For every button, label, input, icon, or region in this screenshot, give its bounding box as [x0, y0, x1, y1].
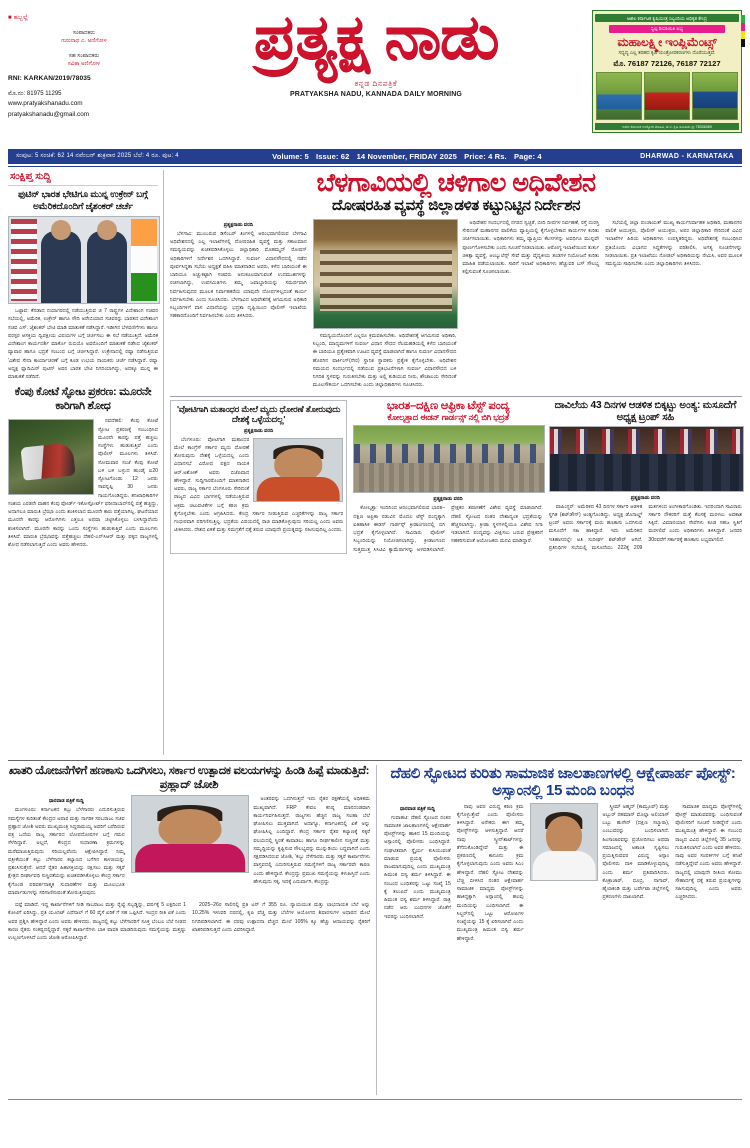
leader-figure-right	[87, 231, 127, 303]
lead-story-body	[170, 219, 742, 392]
sidebar-story-1[interactable]	[8, 189, 158, 381]
sidebar-story-1-body	[8, 307, 158, 381]
bottom-right-paragraph-4: ಸಾಮಾಜಿಕ ಮಾಧ್ಯಮ ಪೋಸ್ಟ್‌ಗಳಲ್ಲಿ ಪೋಸ್ಟ್ ಮಾಡುವವರನ್ನು ಬಂಧಿಸುವಂತೆ ಪೊಲೀಸರಿಗೆ ಸೂಚನೆ ನೀಡಿದ್ದೇನೆ ಎಂದು ಮುಖ್ಯಮಂತ್ರಿ ಹೇಳಿದ್ದಾರೆ. ಈ ಸಂಬಂಧ ರಾಜ್ಯದ ವಿವಿಧ ಜಿಲ್ಲೆಗಳಲ್ಲಿ 35 ಜನರನ್ನು ಗುರುತಿಸಲಾಗಿದೆ ಎಂದು ಅವರ ಹೇಳಿದರು. ನಾವು ಅವರ ಸಂಪರ್ಕಗಳ ಬಗ್ಗೆ ತನಿಖೆ ನಡೆಸುತ್ತಿದ್ದೇವೆ ಎಂದು ಅವರು ಹೇಳಿದ್ದಾರೆ. ರಾಜ್ಯದಲ್ಲಿ ಯಾವುದೇ ರೀತಿಯ ಕೋಮು ಸೌಹಾರ್ದಕ್ಕೆ ಧಕ್ಕೆ ತರುವ ಪ್ರಯತ್ನಗಳನ್ನು ಸಹಿಸುವುದಿಲ್ಲ ಎಂದು ಅವರು ಎಚ್ಚರಿಸಿದರು.	[675, 803, 742, 901]
ad-top-banner: ಅಖಿಲ ಕರ್ನಾಟಕ ಕೃಷಿಯಂತ್ರ ಸಿಬ್ಬಂದಿಯ ಅಧಿಕೃತ ಕೇಂದ್ರ	[595, 14, 739, 22]
lead-paragraph-1: ಬೆಳಗಾವಿ: ಮುಂಬರುವ ಡಿಸೆಂಬರ್ ತಿಂಗಳಲ್ಲಿ ಆರಂಭವಾಗಲಿರುವ ಬೆಳಗಾವಿ ಅಧಿವೇಶನದಲ್ಲಿ ಎಲ್ಲ ಇಲಾಖೆಗಳಲ್ಲಿ ದೋಷರಹಿತ ವ್ಯವಸ್ಥೆ ಮತ್ತು ಸಕಾಲಮಾನ ಸಮನ್ವಯವನ್ನು ಖಚಿತಪಡಿಸಿಕೊಳ್ಳಲು ಜಿಲ್ಲಾಧಿಕಾರಿ ಮೊಹಮ್ಮದ್ ರೋಷನ್ ಅಧಿಕಾರಿಗಳಿಗೆ ನಿರ್ದೇಶನ ಒದಗಿಸಿದ್ದಾರೆ. ಸುವರ್ಣ ವಿಧಾನಸೌಧದಲ್ಲಿ ನಡೆದ ಪೂರ್ವಸಿದ್ಧತಾ ಸಭೆಯ ಅಧ್ಯಕ್ಷತೆ ವಹಿಸಿ ಮಾತನಾಡಿದ ಅವರು, ಕಳೆದ ಬಾರಿಯಂತೆ ಈ ಬಾರಿಯೂ ಅಚ್ಚುಕಟ್ಟಾಗಿ ಸಚಿವರು ಅನುಕೂಲವಾಗುವಂತೆ ಉದಮುಖಿಗಳನ್ನು ರಚಿಸಲಾಗಿದ್ದು, ಉಪಸಮಿತಿಗಳು ತಮ್ಮ ಜವಾಬ್ದಾರಿಯನ್ನು ಸಮರ್ಥವಾಗಿ ನಿರ್ವಹಿಸುವುದರ ಮೂಲಕ ನಿರ್ವಾಹಕರೆಯ ಯಾವುದೇ ದೋಷಗಳಿಲ್ಲದಂತೆ ಕಾರ್ಯ ನಿರ್ವಹಿಸಬೇಕು ಎಂದು ಸೂಚಿಸಿದರು. ಬೆಳಗಾವಿದ ಅಧಿವೇಶನಕ್ಕೆ ಆಗಮಿಸುವ ಅಧಿಕಾರಿ ಸಿಬ್ಬಂದಿಗಳಿಗೆ ವಾಸ ವಿಧಾನೆಯನ್ನು ಭದ್ರತಾ ದೃಷ್ಟಿಯಿಂದ ಪೊಲೀಸ್ ಇಲಾಖೆಯ ಸಹಕಾರದೊಂದಿಗೆ ನಿರ್ವಹಿಸಬೇಕು ಎಂದು ತಿಳಿಸಿದರು.	[170, 230, 307, 320]
lead-subheadline: ದೋಷರಹಿತ ವ್ಯವಸ್ಥೆ ಜಿಲ್ಲಾಡಳಿತ ಕಟ್ಟುನಿಟ್ಟಿನ ನಿರ್ದೇಶನ	[331, 197, 581, 215]
bottom-left-headline: ಖಾತರಿ ಯೋಜನೆಗೆಳಿಗೆ ಹಣಕಾಸು ಒದಗಿಸಲು, ಸರ್ಕಾರ ಉತ್ಪಾದಕ ವಲಯಗಳನ್ನು ಹಿಂಡಿ ಹಿಪ್ಪೆ ಮಾಡುತ್ತಿದೆ: ಪ್ರಹ್ಲಾದ್ ಜೋಶಿ	[8, 765, 370, 791]
editor-role-1: ಸಂಪಾದಕರು	[73, 30, 95, 37]
mid-story-package	[170, 400, 742, 554]
bottom-right-paragraph-2: ನಾವು ಅವರ ವಿರುದ್ಧ ಕಠಿಣ ಕ್ರಮ ಕೈಗೊಳ್ಳುತ್ತೇವೆ ಎಂದು ಪೊಲೀಸರು ತಿಳಿಸಿದ್ದಾರೆ. ಅನೇಕರು ಈಗ ತಮ್ಮ ಪೋಸ್ಟ್‌ಗಳನ್ನು ಅಳಿಸುತ್ತಿದ್ದಾರೆ. ಆದರೆ ನಾವು ಸ್ಕ್ರೀನ್‌ಶಾಟ್‌ಗಳನ್ನು ತೆಗೆದುಕೊಂಡಿದ್ದೇವೆ ಮತ್ತು ಈ ಪ್ರಕರಣದಲ್ಲಿ ಕಾನೂನು ಕ್ರಮ ಕೈಗೊಳ್ಳಲಾಗುವುದು ಎಂದು ಅವರು ಸಿಎಂ ಹೇಳಿದ್ದಾರೆ. ದೆಹಲಿ ಸ್ಫೋಟ ದೇಶವನ್ನು ಬೆಚ್ಚಿ ಬೀಳಿಸಿದ ನಂತರ ಆಕ್ಷೇಪಾರ್ಹ ಸಾಮಾಜಿಕ ಮಾಧ್ಯಮ ಪೋಸ್ಟ್‌ಗಳನ್ನು ಹಾಕಿದ್ದಕ್ಕಾಗಿ ಅಸ್ಸಾಂನಲ್ಲಿ ಹಲವು ಮಂದಿಯನ್ನು ಬಂಧಿಸಲಾಗಿದೆ. ಈ ಸಿಲ್ಚರ್‌ನಲ್ಲಿ ಒಟ್ಟು ಆರೋಪಿಗಳ ಸಂಖ್ಯೆಯನ್ನು 15 ಕ್ಕೆ ಏರಿಸಲಾಗಿದೆ ಎಂದು ಮುಖ್ಯಮಂತ್ರಿ ಹಿಮಂತ ಬಿಸ್ವ ಶರ್ಮ ಹೇಳಿದ್ದಾರೆ.	[456, 803, 524, 942]
bottom-left-text-4	[192, 901, 370, 934]
masthead-left-info	[8, 6, 160, 121]
info-issue: Issue: 62	[315, 152, 350, 161]
contact-email[interactable]: pratyakshanadu@gmail.com	[8, 111, 90, 118]
stadium-security-police-photo	[353, 425, 545, 493]
joshi-face	[159, 809, 222, 849]
mid-story-1-text: ಬೆಂಗಳೂರು: ವೋಟಿಗಾಗಿ ಮತಾಂಧರ ಮೇಲೆ ಕಾಂಗ್ರೆಸ್ ಸರ್ಕಾರ ಮ್ಯದು ಧೋರಣೆ ತೋರುವುದು ದೇಶಕ್ಕೆ ಒಳ್ಳೆಯದಲ್ಲ ಎಂದು ವಿಧಾನಸಭೆ ವಿರೋಧ ಪಕ್ಷದ ನಾಯಕ ಆರ್.ಅಶೋಕ್ ಅವರು ಬಿಜೆಪಿವಾದ ಹೇಳಿದ್ದಾರೆ. ಸುದ್ದಿಗಾರರೊಂದಿಗೆ ಮಾತನಾಡಿದ ಅವರು, ರಾಜ್ಯ ಸರ್ಕಾರ ಬೆಂಗಳೂರು ಸೇರಿದಂತೆ ರಾಜ್ಯದ ವಿವಿಧ ಭಾಗಗಳಲ್ಲಿ ನಡೆಯುತ್ತಿರುವ ಅಕ್ರಮ ಚಟುವಟಿಕೆಗಳ ಬಗ್ಗೆ ಕಠಿಣ ಕ್ರಮ ಕೈಗೊಳ್ಳಬೇಕು ಎಂದು ಆಗ್ರಹಿಸಿದರು. ಕೇಂದ್ರ ಸರ್ಕಾರ ನೀಡುತ್ತಿರುವ ಎಚ್ಚರಿಕೆಗಳನ್ನು ರಾಜ್ಯ ಸರ್ಕಾರ ಗಂಭೀರವಾಗಿ ಪರಿಗಣಿಸುತ್ತಿಲ್ಲ. ಭದ್ರತೆಯ ವಿಷಯದಲ್ಲಿ ರಾಜಿ ಮಾಡಿಕೊಳ್ಳುವುದು ಸರಿಯಲ್ಲ ಎಂದು ಅವರು ಟೀಕಿಸಿದರು. ದೇಶದ ಏಕತೆ ಮತ್ತು ಸಮಗ್ರತೆಗೆ ಧಕ್ಕೆ ತರುವ ಯಾವುದೇ ಪ್ರಯತ್ನವನ್ನು ಸಹಿಸುವುದಿಲ್ಲ ಎಂದರು.	[174, 436, 344, 534]
bottom-left-text-2	[253, 795, 370, 886]
damaged-car-photo	[8, 419, 94, 495]
masthead-advertisement[interactable]	[592, 10, 742, 133]
bottom-left-text-3	[8, 901, 186, 942]
bottom-left-col-1	[8, 795, 125, 899]
bottom-right-col-5	[675, 803, 742, 945]
contact-website[interactable]: www.pratyakshanadu.com	[8, 100, 83, 108]
mid-story-3-body	[549, 503, 742, 553]
masthead-center	[160, 3, 592, 98]
bottom-left-col-4	[8, 901, 186, 944]
brief-news-sidebar	[8, 170, 164, 755]
bottom-right-col-1	[384, 803, 451, 945]
bottom-left-paragraph-3: ಬಿಪ್ಪೆ ಮಾಡಿದೆ. ಇದ್ದ ಕಾರ್ಖಾನೆಗಳಿಗೆ ನೀಡಿ ಸಾಬರಾಜು ಮತ್ತು ರೈಲ್ವೆ ಸಬ್ಬಡ್ಡಿನ್ನು, ವರ್ಷಕ್ಕೆ 5 ಲಕ್ಷದಿಂದ 1 ಕೋಟಿಗೆ ಏರಿಸಿದ್ದು, ಪ್ರತಿ ಯೂನಿಟ್ ಎಥೆನಾಲ್ ಗೆ 60 ಪೈಸೆ ಏರಿಕೆ ಗೆ ಸಹ ಒಪ್ಪಿಸಿದೆ. ಇಂದ್ರನ ರೀತಿ ಏಕೆ ಎಂದು ಅವರ ಪ್ರಶ್ನಿಸಿ ಹೇಳಿದ್ದಾರೆ ಎಂದು ಅವರು ಹೇಳಿದರು. ರಾಜ್ಯದಲ್ಲಿ ಕಬ್ಬು ಬೆಳೆಗಾರರಿಗೆ ಸೂಕ್ತ ಬೆಂಬಲ ಬೆಲೆ ನೀಡದ ಕಾರಣ ರೈತರು ಸಂಕಷ್ಟದಲ್ಲಿದ್ದಾರೆ. ಸಕ್ಕರೆ ಕಾರ್ಖಾನೆಗಳು ಬಾಕಿ ಪಾವತಿ ಮಾಡದಿರುವುದು ಸಮಸ್ಯೆಯನ್ನು ಮತ್ತಷ್ಟು ಉಲ್ಬಣಗೊಳಿಸಿದೆ ಎಂದು ಜೋಶಿ ಆರೋಪಿಸಿದ್ದಾರೆ.	[8, 902, 186, 942]
lead-headline: ಬೆಳಗಾವಿಯಲ್ಲಿ ಚಳಿಗಾಲ ಅಧಿವೇಶನ	[316, 169, 596, 197]
masthead-bullet	[8, 14, 160, 22]
sidebar-story-2[interactable]	[8, 386, 158, 549]
portrait-face	[275, 448, 323, 480]
info-page: Page: 4	[513, 152, 542, 161]
bottom-left-col-5	[192, 901, 370, 944]
bottom-left-paragraph-1: ಮಂಗಳೂರು: ಕರ್ನಾಟಕದ ಕಬ್ಬು ಬೆಳೆಗಾರರು ಎದುರಿಸುತ್ತಿರುವ ಸಮಸ್ಯೆಗಳ ಕುರಿತಂತೆ ಕೇಂದ್ರದ ಅಪಾರ ಮತ್ತು ನಾಗರಿಕ ಸರಬರಾಜು ಸಚಿವ ಪ್ರಹ್ಲಾದ ಜೋಶಿ ಅವರು ಮುಖ್ಯಮಂತ್ರಿ ಸಿದ್ದರಾಮಯ್ಯ ಅವರಿಗೆ ಬರೆದಿರುವ ಪತ್ರ ಒದೆಯ ರಾಜ್ಯ ಸರ್ಕಾರದ ಲೋಪದೋಷಗಳ ಬಗ್ಗೆ ಗಮನ ಸೆಳೆದಿದ್ದಾರೆ. ಅಲ್ಲದೆ, ಕೇಂದ್ರದ ಸುಧಾರಣಾ ಕ್ರಮಗಳನ್ನು ಮರೆಮಾಚುತ್ತಿರುವುದು ಸರಿಯಲ್ಲವೆಂದು ಆಕ್ಷೇಪಿಸಿದ್ದಾರೆ. ನಿಮ್ಮ ಪತ್ರೀಕೆಯಂತೆ ಕಬ್ಬು ಬೆಳೆಗಾರರ ಕಲ್ಯಾಣದ ಬಗೆಗಿನ ಕಾಳಜಿಯನ್ನು ಪ್ರಶಂಸಿಸುತ್ತೇನೆ. ಆದರೆ ರೈತರ ಹಿತಾಸಕ್ತಿಯನ್ನು ರಕ್ಷಿಸಲು ಮತ್ತು ಸಕ್ಕರೆ ಕ್ಷೇತ್ರದ ದೀರ್ಘಾವಧಿ ಸುಸ್ಥಿರತೆಯನ್ನು ಖಚಿತಪಡಿಸಿಕೊಳ್ಳಲು ಕೇಂದ್ರ ಸರ್ಕಾರ ಕೈಗೊಂಡ ಪರಿವರ್ತನಾತ್ಮಕ ಸುಧಾರಣೆಗಳ ಮತ್ತು ಮೂಲಭೂತ ಮಾರ್ಪಾಡುಗಳನ್ನು ಸರಿಗಾಣಿಸುವಂತೆ ತೋರುತ್ತಿರುವುದು	[8, 807, 125, 896]
bullet-label: ಹಬ್ಬಲ್ಲೆ	[13, 15, 29, 21]
bottom-left-byline: ಧಾರವಾಡ ಪತ್ರಿಕೆ ಸುದ್ದಿ	[48, 798, 84, 805]
lead-text-2	[313, 332, 457, 390]
lead-column-4	[605, 219, 742, 392]
mid-section-rule	[170, 396, 742, 397]
ad-description: ಸಧ್ಯದ್ಯ ಎಲ್ಲ ತರಹದ ಕೃಷಿ ಯಂತ್ರೋಪಕರಣಗಳು ದೊರೆಯುತ್ತವೆ.	[618, 51, 716, 57]
bottom-section-rule	[8, 760, 742, 761]
bottom-left-col-2	[131, 795, 248, 899]
bottom-story-right[interactable]	[384, 765, 742, 1095]
bottom-story-left[interactable]	[8, 765, 377, 1095]
newspaper-title: ಪ್ರತ್ಯಕ್ಷ ನಾಡು	[253, 3, 499, 72]
lead-paragraph-4: ಸಭೆಯಲ್ಲಿ ಜಿಲ್ಲಾ ಪಂಚಾಯತ್ ಮುಖ್ಯ ಕಾರ್ಯನಿರ್ವಾಹಕ ಅಧಿಕಾರಿ, ಮಹಾನಗರ ಪಾಲಿಕೆ ಆಯುಕ್ತರು, ಪೊಲೀಸ್ ಆಯುಕ್ತರು, ಅಪರ ಜಿಲ್ಲಾಧಿಕಾರಿ ಸೇರಿದಂತೆ ವಿವಿಧ ಇಲಾಖೆಗಳ ಹಿರಿಯ ಅಧಿಕಾರಿಗಳು ಉಪಸ್ಥಿತರಿದ್ದರು. ಅಧಿವೇಶನಕ್ಕೆ ಸಂಬಂಧಿಸಿದ ಪ್ರತಿಯೊಂದು ವಿಭಾಗದ ಸಿದ್ಧತೆಗಳನ್ನು ಪರಿಶೀಲಿಸಿ, ಅಗತ್ಯ ಸೂಚನೆಗಳನ್ನು ನೀಡಲಾಯಿತು. ಪ್ರತಿ ಇಲಾಖೆಯು ನೋಡಲ್ ಅಧಿಕಾರಿಯನ್ನು ನೇಮಿಸಿ, ಅವರ ಮೂಲಕ ಸಮನ್ವಯ ಸಾಧಿಸಬೇಕು ಎಂದು ಜಿಲ್ಲಾಧಿಕಾರಿಗಳು ತಿಳಿಸಿದರು.	[605, 219, 743, 268]
police-line	[354, 444, 544, 464]
brief-news-rule	[8, 185, 158, 186]
mid-story-1-body	[174, 436, 343, 535]
ad-box[interactable]	[592, 10, 742, 133]
mid-story-2-body	[353, 504, 543, 554]
bottom-right-headline: ದೆಹಲಿ ಸ್ಫೋಟದ ಕುರಿತು ಸಾಮಾಜಿಕ ಜಾಲತಾಣಗಳಲ್ಲಿ ಆಕ್ಷೇಪಾರ್ಹ ಪೋಸ್ಟ್: ಅಸ್ಸಾಂನಲ್ಲಿ 15 ಮಂದಿ ಬಂಧನ	[390, 765, 736, 800]
bottom-right-text-1	[384, 814, 451, 921]
himanta-biswa-sarma-portrait-photo	[530, 803, 599, 881]
contact-phone: ಮೊ.ನಂ: 81975 11295	[8, 90, 62, 97]
sarma-face	[546, 816, 582, 856]
mid-story-2-text: ಕೋಲ್ಕತ್ತಾ: ಇಂದಿನಿಂದ ಆರಂಭವಾಗಲಿರುವ ಭಾರತ–ದಕ್ಷಿಣ ಆಫ್ರಿಕಾ ನಡುವಿನ ಮೊದಲ ಟೆಸ್ಟ್ ಪಂದ್ಯಕ್ಕಾಗಿ ಐತಿಹಾಸಿಕ ಈಡನ್ ಗಾರ್ಡನ್ಸ್ ಕ್ರೀಡಾಂಗಣದಲ್ಲಿ ಬಿಗಿ ಭದ್ರತೆ ಕೈಗೊಳ್ಳಲಾಗಿದೆ. ಸಾವಿರಾರು ಪೊಲೀಸ್ ಸಿಬ್ಬಂದಿಯನ್ನು ನಿಯೋಜಿಸಲಾಗಿದ್ದು, ಕ್ರೀಡಾಂಗಣದ ಸುತ್ತಮುತ್ತ ಸಿಸಿಟಿವಿ ಕ್ಯಾಮೆರಾಗಳನ್ನು ಅಳವಡಿಸಲಾಗಿದೆ. ಪ್ರೇಕ್ಷಕರ ತಪಾಸಣೆಗೆ ವಿಶೇಷ ವ್ಯವಸ್ಥೆ ಮಾಡಲಾಗಿದೆ. ದೆಹಲಿ ಸ್ಫೋಟದ ನಂತರ ದೇಶಾದ್ಯಂತ ಭದ್ರತೆಯನ್ನು ಹೆಚ್ಚಿಸಲಾಗಿದ್ದು, ಕ್ರೀಡಾ ಸ್ಥಳಗಳಲ್ಲಿಯೂ ವಿಶೇಷ ನಿಗಾ ಇಡಲಾಗಿದೆ. ಪಂದ್ಯವನ್ನು ವೀಕ್ಷಿಸಲು ಬರುವ ಪ್ರೇಕ್ಷಕರಿಗೆ ಸಹಕರಿಸುವಂತೆ ಆಯೋಜಕರು ಮನವಿ ಮಾಡಿದ್ದಾರೆ.	[353, 505, 543, 553]
bottom-left-text-1	[8, 806, 125, 897]
officials-row	[550, 454, 743, 491]
sidebar-story-2-headline: ಕೆಂಪು ಕೋಟೆ ಸ್ಫೋಟ ಪ್ರಕರಣ: ಮೂರನೇ ಕಾರಿಗಾಗಿ ಶೋಧ	[14, 386, 152, 412]
ad-product-images	[595, 72, 739, 120]
bottom-right-text-3	[602, 803, 669, 902]
mid-story-1[interactable]	[170, 400, 347, 554]
info-kannada: ಸಂಪುಟ: 5 ಸಂಚಿಕೆ: 62 14 ನವೆಂಬರ್ ಶುಕ್ರವಾರ 2025 ಬೆಲೆ: 4 ರೂ. ಪುಟ: 4	[16, 153, 179, 159]
sidebar-story-1-text: ಒಟ್ಟಾವ: ಕೆನಡಾದ ನಯಾಗರದಲ್ಲಿ ನಡೆಯುತ್ತಿರುವ ಜಿ 7 ರಾಷ್ಟ್ರಗಳ ವಿದೇಶಾಂಗ ಸಚಿವರ ಸಭೆಯಲ್ಲಿ, ಅಮೆರಿಕ, ಉಕ್ರೇನ್ ಹಾಗೂ ಸೌದಿ ಅರೇಬಿಯಾದ ಸಚಿವರನ್ನು ಭಾರತದ ವಿದೇಶಾಂಗ ಸಚಿವ ಎಸ್. ಜೈಶಂಕರ್ ಭೇಟಿ ಮಾಡಿ ಮಾತುಕತೆ ನಡೆಸಿದ್ದಾರೆ. ಇಡೀಗಿನ ಬೆಳವಣಿಗೆಗಳು ಹಾಗೂ ಪರಸ್ಪರ ಆಸಕ್ತಿಯ ದ್ವಿಪಕ್ಷೀಯ ವಿಷಯಗಳ ಬಗ್ಗೆ ಚರ್ಚಿಸಲು ಈ ಸಭೆ ನಡೆಯುತ್ತಿದೆ. ಅಮೆರಿಕ ವಿದೇಶಾಂಗ ಕಾರ್ಯದರ್ಶಿ ಮಾರ್ಕೊ ರುಬಿಯೊ ಅವರೊಂದಿಗೆ ಮಾತುಕತೆ ನಡೆಸಿದ ಜೈಶಂಕರ್ ವ್ಯಾಪಾರ ಹಾಗೂ ಭದ್ರತೆ ಸಂಬಂಧ ಬಗ್ಗೆ ಚರ್ಚಿಸಿದ್ದಾರೆ. ಉಕ್ರೇನಾದಲ್ಲಿ ರಷ್ಯಾ ನಡೆಸುತ್ತಿರುವ 'ವಿಶೇಷ ಸೇನಾ ಕಾರ್ಯಾಚರಣೆ' ಬಗ್ಗೆ ಕೂಡ ಉಭಯ ನಾಯಕರು ಚರ್ಚೆ ನಡೆಸಿದ್ದಾರೆ. ರಷ್ಯಾ ಅಧ್ಯಕ್ಷ ವ್ಲಾದಿಮಿರ್ ಪುಟಿನ್ ಅವರ ಭಾರತ ಭೇಟಿ ನಿಗದಿಯಾಗಿದ್ದು, ಅದಕ್ಕೂ ಮುನ್ನ ಈ ಮಾತುಕತೆ ನಡೆದಿದೆ.	[8, 308, 158, 381]
mid-story-3-byline: ಪ್ರತ್ಯಕ್ಷನಾಡು ವರದಿ	[630, 494, 661, 501]
lead-paragraph-3: ಅಧಿವೇಶನ ಸಂದರ್ಭದಲ್ಲಿ ನಗರದ ಸ್ವಚ್ಛತೆ, ಬೀದಿ ದೀಪಗಳ ನಿರ್ವಹಣೆ, ರಸ್ತೆ ದುರಸ್ತಿ ಸೇರಿದಂತೆ ಮಹಾನಗರ ಪಾಲಿಕೆಯ ವ್ಯಾಪ್ತಿಯಲ್ಲಿ ಕೈಗೊಳ್ಳಬೇಕಾದ ಕಾರ್ಯಗಳ ಕುರಿತು ಚರ್ಚಿಸಲಾಯಿತು. ಅಧಿಕಾರಿಗಳು ತಮ್ಮ ವ್ಯಾಪ್ತಿಯ ಕೆಲಸಗಳನ್ನು ಅವಧಿಗೂ ಮುನ್ನವೇ ಪೂರ್ಣಗೊಳಿಸಬೇಕು ಎಂದು ಸೂಚನೆ ನೀಡಲಾಯಿತು. ಆರೋಗ್ಯ ಇಲಾಖೆಯಿಂದ ತುರ್ತು ಚಿಕಿತ್ಸಾ ವ್ಯವಸ್ಥೆ, ಆಂಬ್ಯುಲೆನ್ಸ್ ಸೇವೆ ಮತ್ತು ವೈದ್ಯಕೀಯ ತಂಡಗಳ ನಿಯೋಜನೆ ಕುರಿತು ಮಾಹಿತಿ ಪಡೆಯಲಾಯಿತು. ಸಾರಿಗೆ ಇಲಾಖೆ ಅಧಿಕಾರಿಗಳು ಹೆಚ್ಚುವರಿ ಬಸ್ ಸೌಲಭ್ಯ ಕಲ್ಪಿಸುವಂತೆ ಸೂಚಿಸಲಾಯಿತು.	[462, 219, 600, 276]
bottom-left-paragraph-4: 2025–26ರ ಸಾಲಿನಲ್ಲಿ ಪ್ರತಿ ಟನ್ ಗೆ 355 ರೂ. ನ್ಯಾಯಯುತ ಮತ್ತು ಲಾಭದಾಯಕ ಬೆಲೆ ಅನ್ನು 10.25% ಇಳುವರಿ ದರದಲ್ಲಿ, ಕೃಷಿ ವೆಚ್ಚ ಮತ್ತು ಬೆಲೆಗಳ ಆಯೋಗದ ಶಿಫಾರಸುಗಳ ಅಧಾರದ ಮೇಲೆ ನಿಗದಿಪಡಿಸಲಾಗಿದೆ. ಈ ದರವು ಉತ್ಪಾದನಾ ವೆಚ್ಚದ ಮೇಲೆ 105% ಕ್ಕೂ ಹೆಚ್ಚು ಆದಾಯವನ್ನು ರೈತರಿಗೆ ಖಾತರಿಪಡಿಸುತ್ತದೆ ಎಂದು ವಿವರಿಸಿದ್ದಾರೆ.	[192, 902, 370, 933]
lead-column-3	[462, 219, 599, 392]
mid-story-3-text: ವಾಷಿಂಗ್ಟನ್: ಅಮೆರಿಕದ 43 ದಿನಗಳ ಸರ್ಕಾರಿ ಆಡಳಿತ ಸ್ಥಗಿತ (ಶಟ್‌ಡೌನ್) ಅಂತ್ಯಗೊಂಡಿದ್ದು, ಅಧ್ಯಕ್ಷ ಡೊನಾಲ್ಡ್ ಟ್ರಂಪ್ ಅವರು ಸರ್ಕಾರಕ್ಕೆ ಮರು ಹಣಕಾಸು ಒದಗಿಸುವ ಮಸೂದೆಗೆ ಸಹಿ ಹಾಕಿದ್ದಾರೆ. ಇದು ಅಮೆರಿಕದ ಇತಿಹಾಸದಲ್ಲೇ ಅತಿ ಸುದೀರ್ಘ ಶಟ್‌ಡೌನ್ ಆಗಿದೆ. ಪ್ರತಿನಿಧಿಗಳ ಸಭೆಯಲ್ಲಿ ಮಸೂದೆಯು 222ಕ್ಕೆ 209 ಮತಗಳಿಂದ ಅಂಗೀಕಾರಗೊಂಡಿತು. ಇದರಿಂದಾಗಿ ಸಾವಿರಾರು ಸರ್ಕಾರಿ ನೌಕರರಿಗೆ ಮತ್ತೆ ಕೆಲಸಕ್ಕೆ ಮರಳಲು ಅವಕಾಶ ಸಿಕ್ಕಿದೆ. ವಿಮಾನಯಾನ ಸೇವೆಗಳು ಕೂಡ ಸಹಜ ಸ್ಥಿತಿಗೆ ಮರಳಲಿವೆ ಎಂದು ಅಧಿಕಾರಿಗಳು ತಿಳಿಸಿದ್ದಾರೆ. ಜನವರಿ 30ರವರೆಗೆ ಸರ್ಕಾರಕ್ಕೆ ಹಣಕಾಸು ಲಭ್ಯವಾಗಲಿದೆ.	[548, 503, 742, 551]
mid-story-2-byline: ಪ್ರತ್ಯಕ್ಷನಾಡು ವರದಿ	[433, 496, 463, 503]
two-leaders-flags-photo	[8, 216, 160, 304]
info-english-group	[272, 152, 547, 161]
sidebar-story-2-body	[8, 417, 158, 549]
sarma-torso	[533, 851, 596, 880]
bottom-right-col-3	[530, 803, 597, 945]
info-volume: Volume: 5	[272, 152, 309, 161]
leader-figure-left	[41, 231, 81, 303]
bottom-right-text-2	[457, 803, 524, 943]
ad-offer-banner: ಸ್ವಲ್ಪ ರಿಯಾಯಿತಿ ಲಭ್ಯ	[609, 25, 725, 33]
bottom-left-col-3	[253, 795, 370, 899]
bottom-story-package	[8, 765, 742, 1095]
ad-plough-image	[596, 72, 642, 120]
lead-column-2	[313, 219, 457, 392]
editor-name-2: ಸವಿತಾ ಅಣಿಗೋಳ	[67, 61, 101, 68]
lead-column-1	[170, 219, 307, 392]
info-region: DHARWAD - KARNATAKA	[640, 153, 734, 160]
masthead	[8, 3, 742, 146]
ad-phone-numbers[interactable]: ಮೊ. 76187 72126, 76187 72127	[613, 59, 721, 69]
mid-story-3-headline: ದಾವಿಲೆಯ 43 ದಿನಗಳ ಆಡಳಿತ ಬಿಕ್ಕಟ್ಟು ಅಂತ್ಯ: ಮಸೂದೆಗೆ ಅಧ್ಯಕ್ಷ ಟ್ರಂಪ್ ಸಹಿ	[554, 399, 737, 423]
portrait-torso	[257, 477, 340, 501]
ad-business-name: ಮಹಾಲಕ್ಷ್ಮೀ ಇಂಪ್ಲಿಮೆಂಟ್ಸ್	[617, 35, 717, 50]
publication-info-bar	[8, 149, 742, 164]
bottom-right-columns	[384, 803, 742, 945]
page-footer-rule	[8, 1099, 742, 1100]
ad-trailer-image	[692, 72, 738, 120]
print-color-registration-bar	[741, 15, 745, 47]
lead-text-1	[170, 230, 307, 321]
ad-bottom-banner: ಅಖಿಲ ಕರ್ನಾಟಕ ಉದ್ಯೋಗ ಮಾಹಿತಿ, ಹೆ ನ. ಕೃಷಿ ಸಮಿತಿಯ ಪ್ರ: 78336369	[595, 123, 739, 130]
editor-role-2: ಸಹ ಸಂಪಾದಕರು	[68, 52, 100, 59]
mid-story-3[interactable]	[549, 400, 742, 554]
bottom-right-text-4	[675, 803, 742, 902]
bottom-right-paragraph-1: ಗುವಾಹಟಿ: ದೆಹಲಿ ಸ್ಫೋಟದ ನಂತರ ಸಾಮಾಜಿಕ ಜಾಲತಾಣಗಳಲ್ಲಿ ಆಕ್ಷೇಪಾರ್ಹ ಪೋಸ್ಟ್‌ಗಳನ್ನು ಹಾಕಿದ 15 ಮಂದಿಯನ್ನು ಅಸ್ಸಾಂನಲ್ಲಿ ಪೊಲೀಸರು ಬಂಧಿಸಿದ್ದಾರೆ. ಸಂಘಟಿತವಾಗಿ ಸ್ಥೈರ್ಯ ಕುಸಿಯುವಂತೆ ಮಾಡುವ ಪ್ರಯತ್ನ ಪೊಲೀಸರು ರಾಜಮಾಗುವುದಿಲ್ಲ ಎಂದು ಮುಖ್ಯಮಂತ್ರಿ ಹಿಮಂತ ಬಿಸ್ವ ಶರ್ಮ ತಿಳಿಸಿದ್ದಾರೆ. ಈ ಸಂಬಂಧ ಬಂಧಿತರನ್ನು ಒಟ್ಟು ಸಂಖ್ಯೆ 15 ಕ್ಕೆ ತಲುಪಿದೆ ಎಂದು ಮುಖ್ಯಮಂತ್ರಿ ಹಿಮಂತ ಬಿಸ್ವ ಶರ್ಮ ತಿಳಿಸಿದ್ದಾರೆ. ರಾತ್ರಿ ನಡೆದ ಆರು ಬಂಧನಗಳ ಜೊತೆಗೆ ಇವರನ್ನು ಬಂಧಿಸಲಾಗಿದೆ.	[384, 814, 451, 920]
mid-story-1-byline: ಪ್ರತ್ಯಕ್ಷನಾಡು ವರದಿ	[244, 427, 274, 434]
bottom-left-lower-columns	[8, 901, 370, 944]
pralhad-joshi-portrait-photo	[131, 795, 250, 873]
bottom-left-paragraph-2: ಅಂತರವನ್ನು ಒದಗಿಸುತ್ತದೆ ಇದು ರೈತರ ರಕ್ಷಣೆಯಲ್ಲಿ ಅಧಿಕತಮ ಮುಖ್ಯವಾಗಿದೆ. FRP ಕೇವಲ ಕನಿಷ್ಠ ಮಾನದಂಡವಾಗಿ ಕಾರ್ಯನಿರ್ವಹಿಸುತ್ತದೆ. ರಾಜ್ಯಗಳು ಹೆಚ್ಚಿನ ರಾಜ್ಯ ಸಲಹಾ ಬೆಲೆ ಘೋಷಿಸಲು ಮುಕ್ತವಾಗಿದೆ. ಅದಾಗ್ಯೂ, ಕರ್ನಾಟಕದಲ್ಲಿ ಏಕೆ ಅನ್ನು ಘೋಷಿಸಿಲ್ಲ ಎಂದಿದ್ದಾರೆ. ಕೇಂದ್ರ ಸರ್ಕಾರ ರೈತರ ಕಲ್ಯಾಣಕ್ಕೆ ಸಕ್ಕರೆ ವಲಯದಲ್ಲಿ ಸ್ಥಿರತೆ ಕಾಪಾಡಲು ಹಾಗೂ ದೀರ್ಘಕಾಲೀನ ಸುಸ್ಥಿರತೆ ಮತ್ತು ಸಮೃದ್ಧಿಯನ್ನು ಕೃಷ್ಟಿಸುವ ಸೌಲಭ್ಯವನ್ನು ಮುನ್ನುಡಿಯು ಬದ್ಧವಾಗಿದೆ ಎಂದು ಸಕ್ಷಪಡಿಸಿದರುವ ಜೋಶಿ, 'ಕಬ್ಬು ದೆಳೆಗಾರರು ಮತ್ತು ಸಕ್ಕರೆ ಕಾರ್ಖಾನೆಗಳು ವಾಸ್ತವದಲ್ಲಿ ಎದುರಿಸುತ್ತಿರುವ ಸಮಸ್ಯೆಗಳಿಗೆ ರಾಜ್ಯ ಸರ್ಕಾರವೇ ಕಾರಣ ಎಂದು ಹೇಳಿದ್ದಾರೆ. ಕೇಂದ್ರದ್ದು ಪ್ರಮುಖ ಸಮಸ್ಯೆಯನ್ನು ಕಳುಹಿಸ್ತಿದೆ ಎಂದು ಹೇಳುವುದು ಸಕ್ಕ, ಇದಕ್ಕೆ ಎದುರ್ವಾಗಿ, ಕೇಂದ್ರದ್ದು	[253, 796, 371, 885]
bottom-right-col-2	[457, 803, 524, 945]
sidebar-story-2-text: ನವದೆಹಲಿ: ಕೆಂಪು ಕೋಟೆ ಸ್ಫೋಟ ಪ್ರಕರಣಕ್ಕೆ ಸಂಬಂಧಿಸಿದ ಮೂರನೇ ಕಾರನ್ನು ಪತ್ತೆ ಹಚ್ಚಲು ಸಂಸ್ಥೆಗಳು ಹುಡುಕುತ್ತಿವೆ ಎಂದು ಪೊಲೀಸ್ ಮೂಲಗಳು ತಿಳಿಸಿವೆ. ಸೋಮವಾರ ಸಂಜೆ ಕೆಂಪು ಕೋಟೆ ಬಳಿ ಬಳಿ ಬಳ್ಳುದ ಹುಂಡೈ ಐ20 ಸ್ಫೋಟಗೊಂಡು 12 ಜನರು ಸಾವನ್ನಪ್ಪಿ 30 ಜನರು ಗಾಯಗೊಂಡಿದ್ದರು. ತನಿಖಾಧಿಕಾರಿಗಳ ಸಂಶಯ ಎರಡನೇ ವಾಹನ ಕೆಂಪು ಫೋರ್ಡ್ ಇಕೋಸ್ಪೋರ್ಟ್ ಫರೀದಾಬಾದ್‌ನಲ್ಲಿ ಪತ್ತೆ ಹಚ್ಚಿದ್ದು, ಅದಾಗಲೂ ಮಾರುತಿ ಬ್ರೆಝಾ ಎಂದು ಶಂಕಿಸಲಾದ ಮೂರನೇ ಕಾರು ಪತ್ತೆಯಾಗಿಲ್ಲ. ಘಟನೆಯಾದ ಮೂರನೇ ಕಾರನ್ನು ಆರೋಗಿಗಳು ಎತ್ತಲೂ ಅಥವಾ ಚಟ್ಟಿಸಿಕೊಳ್ಳಲು ಬಳಸಿದ್ದಾರೆಂದು ಶಂಕಿಸಲಾಗಿದೆ. ಮೂರನೇ ಕಾರನ್ನು ಒಂದು ಸಂಸ್ಥೆಗಳು ಹುಡುಕುತ್ತಿವೆ ಎಂದು ಮೂಲಗಳು ತಿಳಿಸಿವೆ. ಮಾರುತಿ ಬ್ರೆಝಾವನ್ನು ಪತ್ತೆಹಚ್ಚಲು ದೆಹಲಿ-ಎನ್‌ಸಿಆರ್ ಮತ್ತು ಪಕ್ಕದ ರಾಜ್ಯಗಳಲ್ಲಿ ಶೋಧ ನಡೆಸಲಾಗುತ್ತಿದೆ ಎಂದು ಅವರು ಹೇಳಿದರು.	[8, 418, 158, 548]
info-date: 14 November, FRIDAY 2025	[356, 152, 457, 161]
editor-name-1: ಗುರುನಾಥ ಎ. ಅಣಿಗೋಳ	[61, 38, 107, 45]
brief-news-title: ಸಂಕ್ಷಿಪ್ತ ಸುದ್ದಿ	[10, 171, 51, 182]
lead-story[interactable]	[170, 170, 742, 392]
lead-text-4	[605, 219, 742, 269]
trump-bill-signing-photo	[549, 426, 744, 492]
rni-number: RNI: KARKAN/2019/78035	[8, 74, 91, 82]
bullet-dot: ■	[8, 15, 14, 21]
legislative-assembly-hall-photo	[313, 219, 459, 329]
bottom-right-byline: ಧಾರವಾಡ ಪತ್ರಿಕೆ ಸುದ್ದಿ	[399, 805, 435, 812]
mid-story-1-headline: 'ವೋಟಿಗಾಗಿ ಮತಾಂಧರ ಮೇಲೆ ಮ್ಯದು ಧೋರಣೆ ತೋರುವುದು ದೇಶಕ್ಕೆ ಒಳ್ಳೆಯದಲ್ಲ'	[176, 403, 341, 425]
bjp-leader-portrait-photo	[253, 438, 343, 502]
bottom-right-col-4	[602, 803, 669, 945]
newspaper-subtitle-kannada: ಕನ್ನಡ ದಿನಪತ್ರಿಕೆ	[354, 78, 398, 88]
info-price: Price: 4 Rs.	[464, 152, 507, 161]
main-content-grid	[8, 170, 742, 755]
lead-text-3	[462, 219, 599, 277]
mid-story-2[interactable]	[353, 400, 543, 554]
stadium-seats	[354, 463, 544, 492]
lead-byline: ಪ್ರತ್ಯಕ್ಷನಾಡು ವರದಿ	[223, 221, 254, 228]
assembly-seat-rows	[320, 250, 452, 311]
editor-credit-1	[8, 29, 160, 46]
masthead-divider-rule	[8, 166, 742, 167]
lead-paragraph-2: ಸಮನ್ವಯದೊಂದಿಗೆ ಎಲ್ಲರೂ ಕ್ರಮವಹಿಸಬೇಕು. ಅಧಿವೇಶನಕ್ಕೆ ಆಗಮಿಸುವ ಅಧಿಕಾರಿ, ಸಿಬ್ಬಂದಿ, ಮಾಧ್ಯಮಗಳಿಗೆ ಸುವರ್ಣ ವಿಧಾನ ಸೌಧದ ನೆಲಮಹಡಿಯಲ್ಲಿ ಕಳೆದ ಬಾರಿಯಂತೆ ಈ ಬಾರಿಯೂ ಪ್ರತ್ಯೇಕವಾಗಿ ಊಟದ ವ್ಯವಸ್ಥೆ ಮಾಡಲಾಗಿದೆ ಹಾಗೂ ಸುವರ್ಣ ವಿಧಾನಸೌಧದ ಹೊರಗಿನ ಪಾರ್ಕಿಂಗ್(ನೇರ) ಸ್ಥಾನಿಕ ಸ್ಥಾಪಕರು ಪ್ರತ್ಯೇಕ ಕೈಗೊಳ್ಳಬೇಕು. ಅಧಿವೇಶನ ಸಮಯದ ಸಂದರ್ಭದಲ್ಲಿ ನಡೆಯುವ ಪ್ರತಿಭಟನೆಗಳಾಗಿ ಸುವರ್ಣ ವಿಧಾನಸೌಧದ ಬಳಿ ನಿಗದಿತ ಸ್ಥಳವನ್ನು ಗುರುತಿಸಬೇಕು ಮತ್ತು ಅಲ್ಲಿ ಕುಡಿಯುವ ನೀರು, ಶೌಚಾಲಯ ಸೇರಿದಂತೆ ಮೂಲಸೌಕರ್ಯ ಒದಗಿಸಬೇಕು ಎಂದು ಜಿಲ್ಲಾಧಿಕಾರಿಗಳು ಸೂಚಿಸಿದರು.	[312, 332, 457, 389]
bottom-left-columns	[8, 795, 370, 899]
ad-rotavator-image	[644, 72, 690, 120]
us-flags-backdrop	[550, 429, 743, 455]
main-column	[164, 170, 742, 755]
newspaper-subtitle-english: PRATYAKSHA NADU, KANNADA DAILY MORNING	[289, 90, 463, 98]
mid-story-2-subheadline: ಕೋಲ್ಕತ್ತಾದ ಈಡನ್ ಗಾರ್ಡನ್ಸ್ ನಲ್ಲಿ ಬಿಗಿ ಭದ್ರತೆ	[387, 412, 509, 423]
editor-credit-2	[8, 52, 160, 69]
sidebar-story-1-headline: ಫುಟಿನ್ ಭಾರತ ಭೇಟಿಗೂ ಮುನ್ನ ಉಕ್ರೇನ್ ಬಗ್ಗೆ ಅಮೆರಿಕದೊಂದಿಗೆ ಜೈಶಂಕರ್ ಚರ್ಚೆ	[18, 189, 148, 211]
masthead-contact	[8, 90, 160, 121]
bottom-right-paragraph-3: ಸ್ಕ್ರೀಮ್ ಅಹ್ಮದ್ (ಕಾಮ್ರೂಪ್) ಮತ್ತು ಅಬ್ಬುರ್ ರಹಮಾನ್ ಮೊಲ್ಲಾ ಅಲಿಯಾಸ್ ಬಬ್ಬು ಹುಸೇನ್ (ದಕ್ಷಿಣ ಸಲ್ಮಾರಾ), ಎಂಬುವರನ್ನು ಬಂಧಿಸಲಾಗಿದೆ. ಹಿಂಸಾಚಾರವನ್ನು ಪ್ರಚೋದಿಸಲು ಅಥವಾ ಸಮಾಜದಲ್ಲಿ ಅಶಾಂತಿ ಸೃಷ್ಟಿಸಲು ಪ್ರಯತ್ನಿಸುವವರ ವಿರುದ್ಧ ಅಸ್ಸಾಂ ಪೊಲೀಸರು ದಾಳಿ ಮಾಡಿಕೊಳ್ಳುವುದಿಲ್ಲ ಎಂದು ಶರ್ಮ ಪ್ರತಿಪಾದಿಸಿದರು. ಕೊಕ್ರಾಜಾರ್, ಧೂಬ್ರಿ, ನಾಗಾವ್, ಹೈಲಾಕಂಡಿ ಮತ್ತು ಬರ್ಪೇಟಾ ಜಿಲ್ಲೆಗಳಲ್ಲಿ ಪ್ರಕರಣಗಳು ದಾಖಲಾಗಿವೆ.	[602, 803, 670, 901]
mid-story-2-headline: ಭಾರತ–ದಕ್ಷಿಣ ಆಫ್ರಿಕಾ ಟೆಸ್ಟ್ ಪಂದ್ಯ	[386, 399, 510, 412]
joshi-torso	[135, 844, 245, 873]
